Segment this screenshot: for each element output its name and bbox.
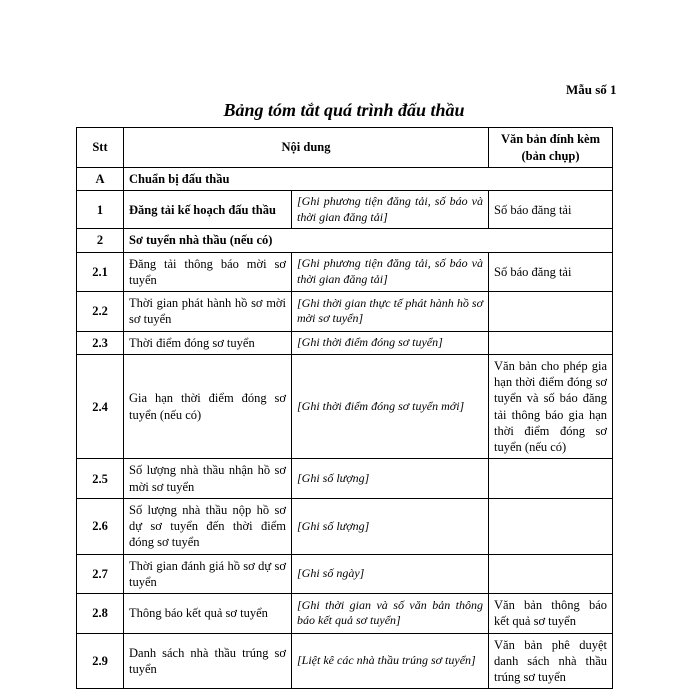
row-attachment: Văn bản phê duyệt danh sách nhà thầu trúng sơ tuyển xyxy=(489,633,613,689)
row-instruction: [Ghi thời điểm đóng sơ tuyển] xyxy=(292,331,489,354)
row-stt: 2.7 xyxy=(77,554,124,594)
table-row xyxy=(77,498,613,554)
section-title: Sơ tuyển nhà thầu (nếu có) xyxy=(124,229,613,252)
row-stt: 2.8 xyxy=(77,594,124,634)
row-stt: 2.1 xyxy=(77,252,124,292)
table-body xyxy=(77,168,613,689)
row-attachment xyxy=(489,498,613,554)
row-instruction: [Ghi thời điểm đóng sơ tuyển mới] xyxy=(292,354,489,459)
row-instruction: [Ghi số lượng] xyxy=(292,498,489,554)
section-title: Chuẩn bị đấu thầu xyxy=(124,168,613,191)
row-stt: 2.6 xyxy=(77,498,124,554)
row-stt: 2.5 xyxy=(77,459,124,499)
row-stt: 2.2 xyxy=(77,292,124,332)
row-instruction: [Ghi phương tiện đăng tải, số báo và thời gian đăng tải] xyxy=(292,191,489,229)
row-instruction: [Liệt kê các nhà thầu trúng sơ tuyển] xyxy=(292,633,489,689)
row-content: Đăng tải kế hoạch đấu thầu xyxy=(124,191,292,229)
row-content: Số lượng nhà thầu nhận hồ sơ mời sơ tuyển xyxy=(124,459,292,499)
table-header-row xyxy=(77,128,613,168)
bidding-summary-table xyxy=(76,127,613,689)
table-row xyxy=(77,594,613,634)
row-instruction: [Ghi thời gian và số văn bản thông báo kết quả sơ tuyển] xyxy=(292,594,489,634)
row-stt: 2.4 xyxy=(77,354,124,459)
row-instruction: [Ghi số ngày] xyxy=(292,554,489,594)
table-row xyxy=(77,191,613,229)
form-number: Mẫu số 1 xyxy=(566,82,617,97)
row-instruction: [Ghi thời gian thực tế phát hành hồ sơ mời sơ tuyển] xyxy=(292,292,489,332)
row-stt: 2 xyxy=(77,229,124,252)
table-row xyxy=(77,459,613,499)
row-attachment: Văn bản thông báo kết quả sơ tuyển xyxy=(489,594,613,634)
section-row xyxy=(77,229,613,252)
row-attachment: Văn bản cho phép gia hạn thời điểm đóng sơ tuyển và số báo đăng tải thông báo gia hạn thời điểm đóng sơ tuyển (nếu có) xyxy=(489,354,613,459)
row-attachment xyxy=(489,554,613,594)
table-row xyxy=(77,331,613,354)
table-row xyxy=(77,354,613,459)
row-stt: 1 xyxy=(77,191,124,229)
row-stt: 2.9 xyxy=(77,633,124,689)
row-content: Số lượng nhà thầu nộp hồ sơ dự sơ tuyển đến thời điểm đóng sơ tuyển xyxy=(124,498,292,554)
row-content: Đăng tải thông báo mời sơ tuyển xyxy=(124,252,292,292)
row-attachment: Số báo đăng tải xyxy=(489,252,613,292)
row-stt: A xyxy=(77,168,124,191)
row-attachment xyxy=(489,459,613,499)
row-content: Gia hạn thời điểm đóng sơ tuyển (nếu có) xyxy=(124,354,292,459)
row-content: Danh sách nhà thầu trúng sơ tuyển xyxy=(124,633,292,689)
table-row xyxy=(77,252,613,292)
document-title: Bảng tóm tắt quá trình đấu thầu xyxy=(223,100,465,120)
row-attachment xyxy=(489,331,613,354)
row-content: Thời điểm đóng sơ tuyển xyxy=(124,331,292,354)
table-row xyxy=(77,554,613,594)
table-row xyxy=(77,292,613,332)
row-content: Thời gian phát hành hồ sơ mời sơ tuyển xyxy=(124,292,292,332)
row-content: Thời gian đánh giá hồ sơ dự sơ tuyển xyxy=(124,554,292,594)
header-content: Nội dung xyxy=(124,128,489,168)
section-row xyxy=(77,168,613,191)
row-stt: 2.3 xyxy=(77,331,124,354)
row-content: Thông báo kết quả sơ tuyển xyxy=(124,594,292,634)
row-instruction: [Ghi phương tiện đăng tải, số báo và thời gian đăng tải] xyxy=(292,252,489,292)
header-attachment: Văn bản đính kèm (bản chụp) xyxy=(489,128,613,168)
row-attachment: Số báo đăng tải xyxy=(489,191,613,229)
header-stt: Stt xyxy=(77,128,124,168)
table-row xyxy=(77,633,613,689)
row-attachment xyxy=(489,292,613,332)
row-instruction: [Ghi số lượng] xyxy=(292,459,489,499)
